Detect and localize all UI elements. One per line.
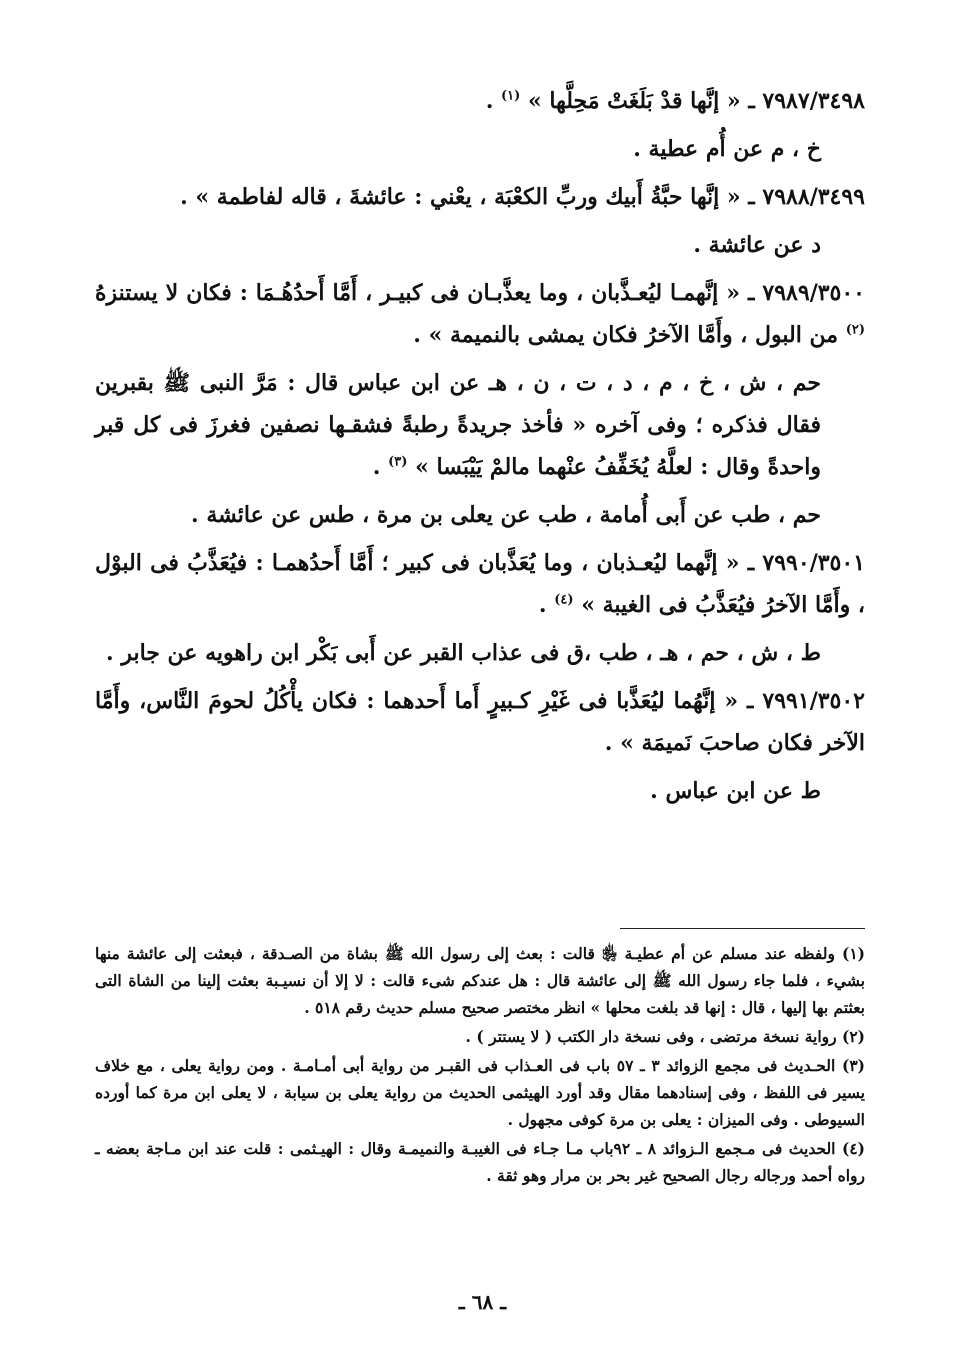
page-number: ـ ٦٨ ـ	[458, 1290, 507, 1314]
footnote-2: (٢) رواية نسخة مرتضى ، وفى نسخة دار الكتب ( لا يستتر ) .	[465, 1027, 865, 1046]
source-text: حم ، ش ، خ ، م ، د ، ت ، ن ، هـ عن ابن عباس قال : مَرَّ النبى ﷺ بقبرين فقال فذكره ؛ وفى آخره « فأخذ جريدةً رطبةً فشقـها نصفين فغرزَ فى كل قبر واحدةً وقال : لعلَّهُ يُخَفِّفُ عنْهما مالمْ يَيْبَسا »	[95, 370, 821, 480]
footnote-ref-4[interactable]: (٤)	[554, 592, 574, 608]
hadith-tail: .	[538, 592, 555, 618]
hadith-text: ٧٩٩٠/٣٥٠١ ـ « إنَّهما ليُعـذبان ، وما يُعَذَّبان فى كبير ؛ أَمَّا أَحدُهمـا : فيُعَذَّبُ فى البوْل ، وأَمَّا الآخرُ فيُعَذَّبُ فى الغيبة »	[95, 550, 865, 618]
footnote-divider	[620, 928, 865, 929]
hadith-entry-3498	[95, 80, 865, 122]
footnotes	[95, 940, 865, 1191]
hadith-source: ط عن ابن عباس .	[650, 778, 821, 804]
hadith-source: حم ، طب عن أَبى أُمامة ، طب عن يعلى بن مرة ، طس عن عائشة .	[191, 502, 821, 528]
footnote-4: (٤) الحديث فى مـجمع الـزوائد ٨ ـ ٩٢باب مـا جـاء فى الغيبـة والنميمـة وقال : الهيـثمى : قلت عند ابن مـاجة بعضه ـ رواه أحمد ورجاله رجال الصحيح غير بحر بن مرار وهو ثقة .	[95, 1139, 865, 1185]
hadith-entry-3501	[95, 542, 865, 626]
hadith-text-continued: من البول ، وأَمَّا الآخرُ فكان يمشى بالنميمة » .	[413, 322, 846, 348]
footnote-ref-1[interactable]: (١)	[501, 88, 521, 104]
footnote-1: (١) ولفظه عند مسلم عن أم عطيـة ﵂ قالت : بعث إلى رسول الله ﷺ بشاة من الصـدقة ، فبعثت إلى عائشة منها بشيء ، فلما جاء رسول الله ﷺ إلى عائشة قال : هل عندكم شىء قالت : لا إلا أن نسيـبة بعثت إلينا من الشاة التى بعثتم بها إليها ، قال : إنها قد بلغت محلها » انظر مختصر صحيح مسلم حديث رقم ٥١٨ .	[95, 944, 865, 1017]
hadith-tail: .	[485, 88, 502, 114]
hadith-source: خ ، م عن أُم عطية .	[633, 136, 821, 162]
main-text	[95, 80, 865, 818]
hadith-source: ط ، ش ، حم ، هـ ، طب ،ق فى عذاب القبر عن أَبى بَكْر ابن راهويه عن جابر .	[106, 640, 821, 666]
source-tail: .	[372, 454, 389, 480]
hadith-entry-3500	[95, 272, 865, 356]
footnote-ref-2[interactable]: (٢)	[845, 322, 865, 338]
footnote-3: (٣) الحـديث فى مجمع الزوائد ٣ ـ ٥٧ باب فى العـذاب فى القبـر من رواية أبى أمـامـة . ومن رواية يعلى ، مع خلاف يسير فى اللفظ ، وفى إسنادهما مقال وقد أورد الهيثمى الحديث من رواية يعلى بن سيابة ، لا يعلى ابن مرة كما أورده السيوطى . وفى الميزان : يعلى بن مرة كوفى مجهول .	[95, 1056, 866, 1129]
hadith-entry-3502: ٧٩٩١/٣٥٠٢ ـ « إنَّهُما ليُعَذَّبا فى غَيْرِ كـبيرٍ أَما أَحدهما : فكان يأْكُلُ لحومَ النَّاس، وأَمَّا الآخر فكان صاحبَ نَميمَة » .	[95, 688, 865, 756]
hadith-text: ٧٩٨٧/٣٤٩٨ ـ « إنَّها قدْ بَلَغَتْ مَحِلَّها »	[527, 88, 865, 114]
hadith-source: د عن عائشة .	[693, 232, 821, 258]
hadith-text: ٧٩٨٩/٣٥٠٠ ـ « إنَّهمـا ليُعـذَّبان ، وما يعذَّبـان فى كبيـر ، أَمَّا أَحدُهُـمَا : فكان لا يستنزهُ	[95, 280, 865, 306]
footnote-ref-3[interactable]: (٣)	[388, 454, 408, 470]
hadith-entry-3499: ٧٩٨٨/٣٤٩٩ ـ « إنَّها حبَّةُ أَبيك وربِّ الكعْبَة ، يعْني : عائشةَ ، قاله لفاطمة » .	[180, 184, 865, 210]
hadith-source	[95, 362, 865, 488]
